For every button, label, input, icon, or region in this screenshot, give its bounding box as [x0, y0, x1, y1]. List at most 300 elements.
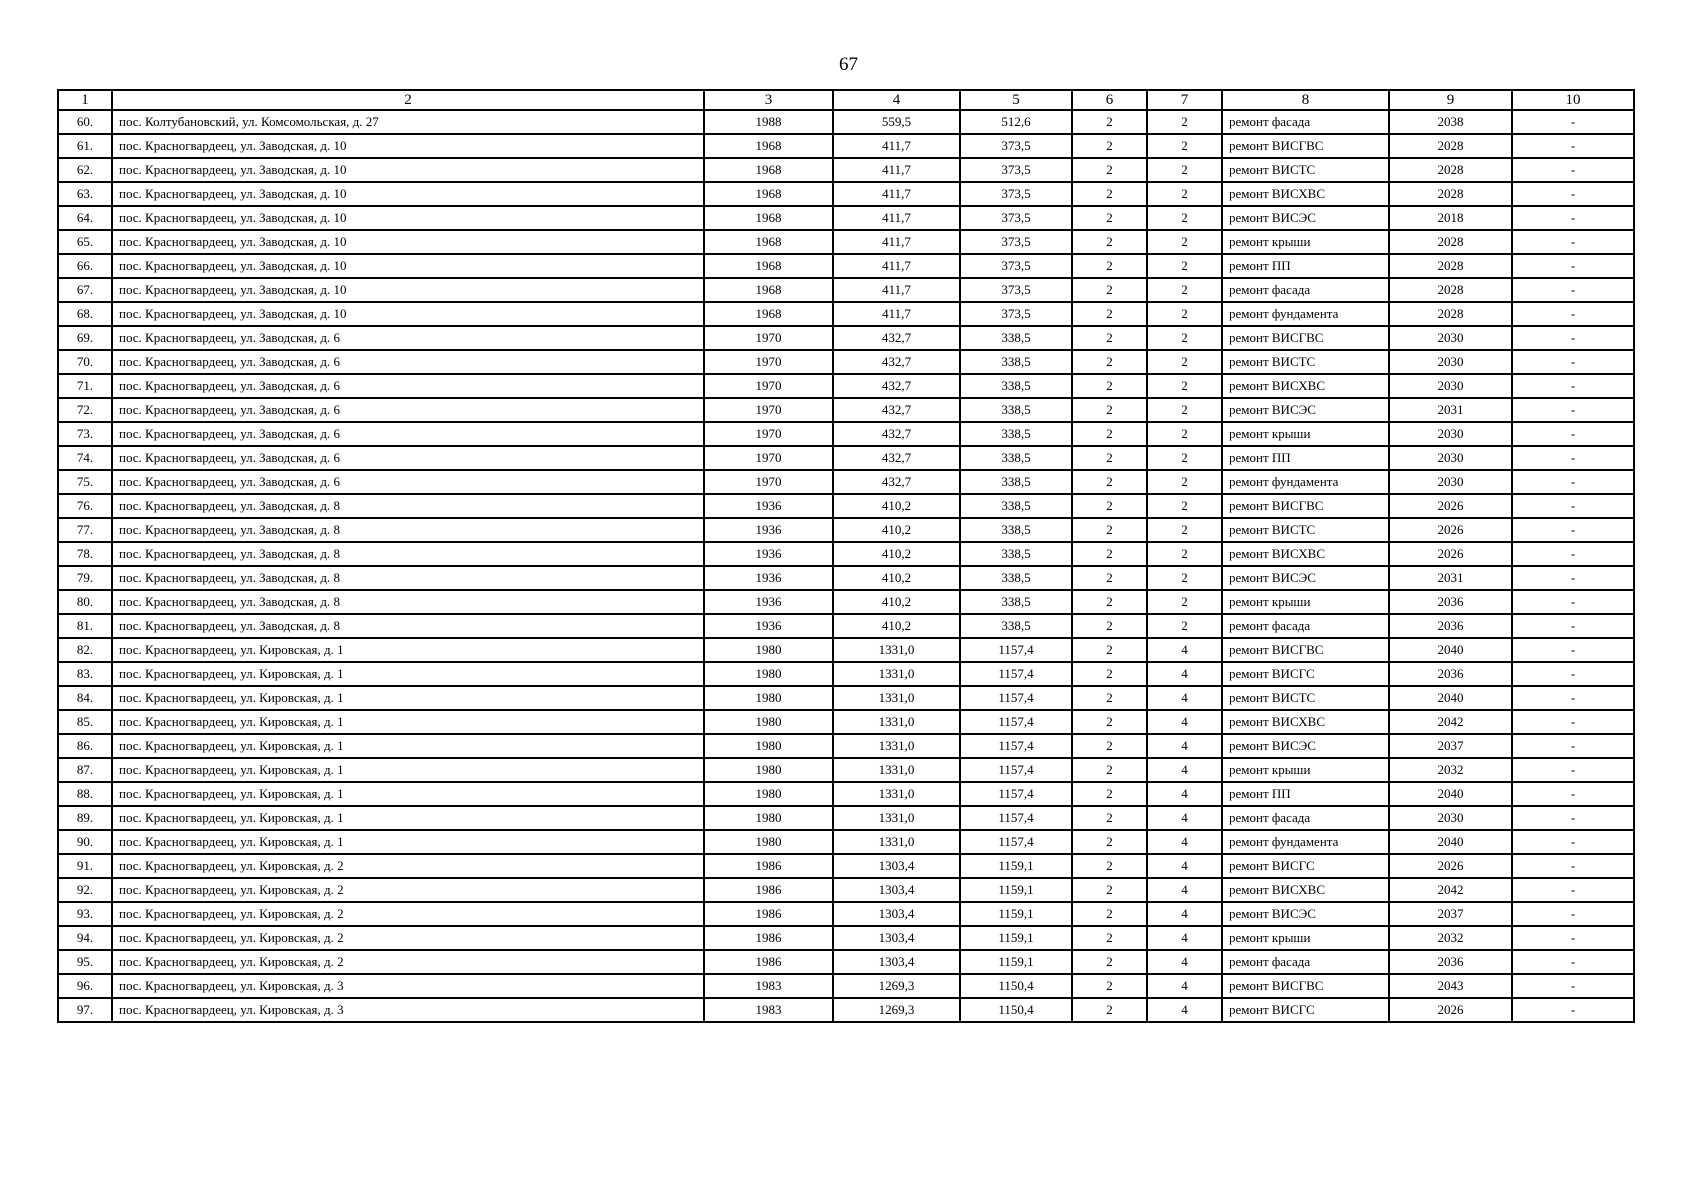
table-cell: 1980 — [704, 830, 833, 854]
table-cell: 2 — [1072, 542, 1147, 566]
table-cell: 89. — [58, 806, 112, 830]
table-cell: - — [1512, 230, 1634, 254]
table-row — [58, 782, 1634, 806]
table-cell: 2030 — [1389, 350, 1512, 374]
table-cell: 2036 — [1389, 590, 1512, 614]
table-cell: 1970 — [704, 446, 833, 470]
table-row — [58, 806, 1634, 830]
table-cell: 2 — [1072, 422, 1147, 446]
table-cell: пос. Красногвардеец, ул. Кировская, д. 1 — [112, 638, 704, 662]
table-cell: 4 — [1147, 662, 1222, 686]
table-row — [58, 350, 1634, 374]
table-cell: пос. Красногвардеец, ул. Заводская, д. 8 — [112, 518, 704, 542]
table-cell: ремонт ВИСЭС — [1222, 566, 1389, 590]
table-row — [58, 206, 1634, 230]
table-cell: 2 — [1072, 254, 1147, 278]
table-cell: - — [1512, 278, 1634, 302]
table-cell: 2 — [1072, 446, 1147, 470]
table-cell: - — [1512, 710, 1634, 734]
table-cell: ремонт крыши — [1222, 758, 1389, 782]
table-cell: 2 — [1072, 158, 1147, 182]
table-cell: 1988 — [704, 110, 833, 134]
table-cell: 2 — [1147, 158, 1222, 182]
table-cell: 373,5 — [960, 206, 1072, 230]
table-cell: 1968 — [704, 254, 833, 278]
table-cell: 2026 — [1389, 518, 1512, 542]
table-cell: 72. — [58, 398, 112, 422]
table-cell: 88. — [58, 782, 112, 806]
table-cell: пос. Красногвардеец, ул. Заводская, д. 6 — [112, 446, 704, 470]
table-cell: 2 — [1072, 902, 1147, 926]
table-cell: 93. — [58, 902, 112, 926]
table-cell: 1970 — [704, 326, 833, 350]
table-cell: ремонт ВИСХВС — [1222, 710, 1389, 734]
table-cell: 338,5 — [960, 470, 1072, 494]
table-cell: - — [1512, 566, 1634, 590]
table-cell: 2 — [1072, 206, 1147, 230]
table-cell: 78. — [58, 542, 112, 566]
table-cell: - — [1512, 614, 1634, 638]
table-cell: 2032 — [1389, 926, 1512, 950]
table-cell: 2 — [1072, 134, 1147, 158]
table-cell: 4 — [1147, 830, 1222, 854]
table-cell: 373,5 — [960, 158, 1072, 182]
table-cell: 1936 — [704, 566, 833, 590]
table-cell: 2030 — [1389, 470, 1512, 494]
table-cell: 87. — [58, 758, 112, 782]
table-cell: пос. Красногвардеец, ул. Заводская, д. 6 — [112, 326, 704, 350]
table-cell: 338,5 — [960, 590, 1072, 614]
table-cell: 2 — [1072, 302, 1147, 326]
table-cell: 411,7 — [833, 230, 960, 254]
table-cell: 80. — [58, 590, 112, 614]
table-cell: - — [1512, 326, 1634, 350]
table-cell: 2 — [1072, 734, 1147, 758]
table-cell: 373,5 — [960, 302, 1072, 326]
table-cell: 432,7 — [833, 470, 960, 494]
table-cell: 91. — [58, 854, 112, 878]
table-cell: 1157,4 — [960, 710, 1072, 734]
table-cell: ремонт фундамента — [1222, 830, 1389, 854]
table-cell: 1986 — [704, 902, 833, 926]
table-cell: ремонт ВИСГС — [1222, 854, 1389, 878]
table-row — [58, 302, 1634, 326]
table-cell: 2 — [1072, 518, 1147, 542]
table-row — [58, 614, 1634, 638]
table-cell: 4 — [1147, 998, 1222, 1022]
table-cell: пос. Красногвардеец, ул. Кировская, д. 1 — [112, 734, 704, 758]
table-cell: ремонт фасада — [1222, 110, 1389, 134]
table-cell: 92. — [58, 878, 112, 902]
table-cell: 2036 — [1389, 662, 1512, 686]
table-cell: ремонт ПП — [1222, 254, 1389, 278]
table-cell: ремонт фасада — [1222, 278, 1389, 302]
table-cell: 71. — [58, 374, 112, 398]
table-cell: 1968 — [704, 278, 833, 302]
table-cell: - — [1512, 518, 1634, 542]
table-cell: - — [1512, 446, 1634, 470]
table-cell: 2 — [1072, 854, 1147, 878]
table-cell: 76. — [58, 494, 112, 518]
table-cell: 2 — [1147, 278, 1222, 302]
table-cell: 1303,4 — [833, 926, 960, 950]
header-cell: 6 — [1072, 90, 1147, 110]
table-cell: - — [1512, 830, 1634, 854]
table-cell: 2 — [1147, 590, 1222, 614]
table-cell: пос. Красногвардеец, ул. Кировская, д. 3 — [112, 974, 704, 998]
table-cell: 2028 — [1389, 278, 1512, 302]
table-row — [58, 446, 1634, 470]
table-row — [58, 254, 1634, 278]
table-cell: - — [1512, 134, 1634, 158]
table-cell: - — [1512, 878, 1634, 902]
table-cell: 410,2 — [833, 542, 960, 566]
table-row — [58, 134, 1634, 158]
table-cell: 1331,0 — [833, 758, 960, 782]
header-cell: 5 — [960, 90, 1072, 110]
page-number: 67 — [839, 54, 858, 75]
table-cell: 432,7 — [833, 398, 960, 422]
table-cell: 2 — [1072, 782, 1147, 806]
table-cell: 1936 — [704, 614, 833, 638]
table-cell: 338,5 — [960, 350, 1072, 374]
table-cell: ремонт ВИСТС — [1222, 350, 1389, 374]
table-cell: 338,5 — [960, 614, 1072, 638]
table-cell: пос. Красногвардеец, ул. Заводская, д. 6 — [112, 422, 704, 446]
table-cell: ремонт фундамента — [1222, 302, 1389, 326]
table-cell: ремонт ВИСГВС — [1222, 494, 1389, 518]
table-cell: 2030 — [1389, 326, 1512, 350]
table-cell: - — [1512, 254, 1634, 278]
table-row — [58, 494, 1634, 518]
table-cell: - — [1512, 350, 1634, 374]
table-cell: - — [1512, 206, 1634, 230]
table-cell: 338,5 — [960, 398, 1072, 422]
table-cell: 81. — [58, 614, 112, 638]
table-cell: 4 — [1147, 806, 1222, 830]
header-cell: 3 — [704, 90, 833, 110]
table-row — [58, 902, 1634, 926]
table-row — [58, 998, 1634, 1022]
table-row — [58, 542, 1634, 566]
table-cell: 79. — [58, 566, 112, 590]
table-cell: 2 — [1072, 470, 1147, 494]
table-cell: 2037 — [1389, 734, 1512, 758]
table-cell: ремонт крыши — [1222, 590, 1389, 614]
table-cell: 1980 — [704, 662, 833, 686]
table-cell: 2 — [1072, 374, 1147, 398]
table-cell: ремонт крыши — [1222, 230, 1389, 254]
table-cell: 4 — [1147, 902, 1222, 926]
table-cell: 2 — [1147, 566, 1222, 590]
table-cell: 84. — [58, 686, 112, 710]
table-row — [58, 470, 1634, 494]
table-cell: - — [1512, 782, 1634, 806]
table-cell: 373,5 — [960, 134, 1072, 158]
table-cell: 4 — [1147, 638, 1222, 662]
table-cell: ремонт ВИСХВС — [1222, 182, 1389, 206]
header-cell: 4 — [833, 90, 960, 110]
table-cell: ремонт фундамента — [1222, 470, 1389, 494]
table-cell: 512,6 — [960, 110, 1072, 134]
table-row — [58, 974, 1634, 998]
table-cell: 2 — [1072, 998, 1147, 1022]
table-cell: 1331,0 — [833, 686, 960, 710]
table-cell: 1986 — [704, 926, 833, 950]
table-cell: пос. Красногвардеец, ул. Кировская, д. 1 — [112, 782, 704, 806]
table-cell: пос. Красногвардеец, ул. Заводская, д. 8 — [112, 566, 704, 590]
table-cell: 2037 — [1389, 902, 1512, 926]
table-cell: ремонт ВИСЭС — [1222, 398, 1389, 422]
table-cell: 2 — [1147, 206, 1222, 230]
table-cell: 2 — [1147, 446, 1222, 470]
table-cell: 1150,4 — [960, 974, 1072, 998]
table-cell: - — [1512, 302, 1634, 326]
header-row — [58, 90, 1634, 110]
table-cell: пос. Красногвардеец, ул. Заводская, д. 6 — [112, 398, 704, 422]
table-cell: 2036 — [1389, 950, 1512, 974]
table-cell: 66. — [58, 254, 112, 278]
table-cell: 2 — [1147, 254, 1222, 278]
table-cell: 1936 — [704, 542, 833, 566]
table-cell: 1983 — [704, 974, 833, 998]
table-cell: пос. Красногвардеец, ул. Кировская, д. 1 — [112, 710, 704, 734]
table-cell: 2 — [1072, 710, 1147, 734]
table-cell: 2 — [1072, 494, 1147, 518]
table-cell: пос. Красногвардеец, ул. Заводская, д. 10 — [112, 134, 704, 158]
table-cell: 1303,4 — [833, 878, 960, 902]
table-row — [58, 638, 1634, 662]
table-cell: 2 — [1072, 590, 1147, 614]
table-cell: 2 — [1072, 398, 1147, 422]
table-cell: 4 — [1147, 878, 1222, 902]
table-cell: 65. — [58, 230, 112, 254]
table-cell: 1331,0 — [833, 662, 960, 686]
table-cell: 1936 — [704, 590, 833, 614]
table-cell: 1968 — [704, 230, 833, 254]
table-cell: 2 — [1072, 614, 1147, 638]
table-cell: ремонт ВИСЭС — [1222, 206, 1389, 230]
table-cell: ремонт ПП — [1222, 446, 1389, 470]
table-cell: 2028 — [1389, 134, 1512, 158]
table-cell: 2026 — [1389, 494, 1512, 518]
table-cell: 432,7 — [833, 446, 960, 470]
table-cell: - — [1512, 638, 1634, 662]
table-cell: - — [1512, 422, 1634, 446]
table-cell: 96. — [58, 974, 112, 998]
table-cell: 1157,4 — [960, 830, 1072, 854]
table-cell: пос. Красногвардеец, ул. Кировская, д. 2 — [112, 902, 704, 926]
table-cell: 2026 — [1389, 854, 1512, 878]
table-cell: 94. — [58, 926, 112, 950]
table-cell: 2 — [1072, 662, 1147, 686]
header-cell: 9 — [1389, 90, 1512, 110]
table-cell: - — [1512, 374, 1634, 398]
table-cell: 338,5 — [960, 566, 1072, 590]
table-cell: пос. Красногвардеец, ул. Заводская, д. 8 — [112, 542, 704, 566]
table-row — [58, 566, 1634, 590]
table-cell: 2028 — [1389, 230, 1512, 254]
table-cell: 74. — [58, 446, 112, 470]
table-cell: ремонт крыши — [1222, 926, 1389, 950]
table-cell: 2 — [1147, 326, 1222, 350]
table-cell: 1331,0 — [833, 638, 960, 662]
table-cell: 2028 — [1389, 158, 1512, 182]
table-cell: 2018 — [1389, 206, 1512, 230]
table-cell: пос. Красногвардеец, ул. Заводская, д. 10 — [112, 206, 704, 230]
table-row — [58, 182, 1634, 206]
table-cell: 83. — [58, 662, 112, 686]
table-cell: ремонт ВИСТС — [1222, 158, 1389, 182]
table-cell: 60. — [58, 110, 112, 134]
table-cell: 2 — [1072, 758, 1147, 782]
table-cell: 2 — [1072, 566, 1147, 590]
table-cell: 1331,0 — [833, 710, 960, 734]
table-cell: 2031 — [1389, 566, 1512, 590]
table-cell: - — [1512, 926, 1634, 950]
table-cell: ремонт ВИСГВС — [1222, 134, 1389, 158]
table-cell: 2031 — [1389, 398, 1512, 422]
table-cell: 1986 — [704, 878, 833, 902]
header-cell: 8 — [1222, 90, 1389, 110]
table-cell: - — [1512, 662, 1634, 686]
table-cell: 338,5 — [960, 494, 1072, 518]
table-row — [58, 878, 1634, 902]
table-cell: пос. Красногвардеец, ул. Заводская, д. 6 — [112, 350, 704, 374]
table-cell: 338,5 — [960, 542, 1072, 566]
table-cell: 410,2 — [833, 566, 960, 590]
table-cell: пос. Красногвардеец, ул. Заводская, д. 10 — [112, 230, 704, 254]
table-cell: 2 — [1147, 542, 1222, 566]
table-cell: 2 — [1072, 326, 1147, 350]
table-cell: 90. — [58, 830, 112, 854]
table-cell: ремонт крыши — [1222, 422, 1389, 446]
table-row — [58, 710, 1634, 734]
table-cell: 1150,4 — [960, 998, 1072, 1022]
table-cell: ремонт фасада — [1222, 950, 1389, 974]
table-cell: 1331,0 — [833, 734, 960, 758]
table-cell: 338,5 — [960, 422, 1072, 446]
table-cell: 73. — [58, 422, 112, 446]
table-cell: 432,7 — [833, 350, 960, 374]
table-cell: ремонт фасада — [1222, 806, 1389, 830]
table-cell: 2 — [1147, 518, 1222, 542]
table-row — [58, 590, 1634, 614]
table-cell: 411,7 — [833, 302, 960, 326]
table-cell: 1970 — [704, 470, 833, 494]
table-cell: 2 — [1072, 830, 1147, 854]
table-cell: 410,2 — [833, 494, 960, 518]
table-cell: 1269,3 — [833, 998, 960, 1022]
table-row — [58, 734, 1634, 758]
table-cell: 411,7 — [833, 182, 960, 206]
table-cell: - — [1512, 950, 1634, 974]
table-cell: ремонт ВИСТС — [1222, 518, 1389, 542]
table-cell: 411,7 — [833, 206, 960, 230]
table-row — [58, 398, 1634, 422]
table-cell: - — [1512, 542, 1634, 566]
table-cell: 1980 — [704, 710, 833, 734]
table-cell: пос. Красногвардеец, ул. Кировская, д. 1 — [112, 806, 704, 830]
table-cell: 432,7 — [833, 422, 960, 446]
table-cell: пос. Красногвардеец, ул. Кировская, д. 2 — [112, 878, 704, 902]
table-cell: 1968 — [704, 134, 833, 158]
table-cell: 1159,1 — [960, 878, 1072, 902]
table-cell: 86. — [58, 734, 112, 758]
table-cell: 1157,4 — [960, 782, 1072, 806]
table-cell: - — [1512, 158, 1634, 182]
table-cell: 1983 — [704, 998, 833, 1022]
table-cell: 4 — [1147, 782, 1222, 806]
table-cell: 1159,1 — [960, 854, 1072, 878]
table-cell: - — [1512, 806, 1634, 830]
table-cell: 4 — [1147, 854, 1222, 878]
table-cell: - — [1512, 590, 1634, 614]
table-cell: 67. — [58, 278, 112, 302]
header-cell: 10 — [1512, 90, 1634, 110]
table-cell: 68. — [58, 302, 112, 326]
table-row — [58, 950, 1634, 974]
table-cell: 2 — [1072, 878, 1147, 902]
table-cell: 2 — [1072, 110, 1147, 134]
table-cell: ремонт ВИСЭС — [1222, 902, 1389, 926]
table-cell: 1303,4 — [833, 950, 960, 974]
table-cell: ремонт ВИСГВС — [1222, 638, 1389, 662]
table-cell: 2 — [1072, 638, 1147, 662]
table-cell: 2040 — [1389, 638, 1512, 662]
table-cell: ремонт ВИСГС — [1222, 662, 1389, 686]
table-cell: 1986 — [704, 854, 833, 878]
table-cell: ремонт ВИСТС — [1222, 686, 1389, 710]
table-row — [58, 686, 1634, 710]
table-cell: 2040 — [1389, 782, 1512, 806]
table-cell: 1157,4 — [960, 638, 1072, 662]
table-cell: ремонт ВИСГС — [1222, 998, 1389, 1022]
table-cell: 1980 — [704, 734, 833, 758]
table-row — [58, 158, 1634, 182]
data-table — [57, 89, 1635, 1023]
table-cell: 2 — [1147, 350, 1222, 374]
table-row — [58, 518, 1634, 542]
table-cell: ремонт ВИСГВС — [1222, 326, 1389, 350]
table-cell: 4 — [1147, 710, 1222, 734]
table-cell: 1303,4 — [833, 854, 960, 878]
table-cell: 82. — [58, 638, 112, 662]
table-cell: 2 — [1072, 686, 1147, 710]
table-body — [58, 90, 1634, 1022]
table-cell: 432,7 — [833, 326, 960, 350]
table-cell: пос. Красногвардеец, ул. Кировская, д. 1 — [112, 662, 704, 686]
table-cell: 2030 — [1389, 806, 1512, 830]
table-cell: 1970 — [704, 350, 833, 374]
table-cell: 1968 — [704, 206, 833, 230]
table-cell: 70. — [58, 350, 112, 374]
table-cell: 4 — [1147, 686, 1222, 710]
table-cell: пос. Колтубановский, ул. Комсомольская, д. 27 — [112, 110, 704, 134]
table-cell: 64. — [58, 206, 112, 230]
table-row — [58, 926, 1634, 950]
table-cell: ремонт ПП — [1222, 782, 1389, 806]
table-cell: 2 — [1147, 614, 1222, 638]
table-cell: пос. Красногвардеец, ул. Кировская, д. 2 — [112, 926, 704, 950]
table-cell: 1970 — [704, 374, 833, 398]
table-cell: - — [1512, 470, 1634, 494]
table-cell: 1936 — [704, 494, 833, 518]
table-cell: 2 — [1147, 494, 1222, 518]
table-cell: ремонт ВИСХВС — [1222, 878, 1389, 902]
table-cell: ремонт фасада — [1222, 614, 1389, 638]
table-cell: 1157,4 — [960, 662, 1072, 686]
